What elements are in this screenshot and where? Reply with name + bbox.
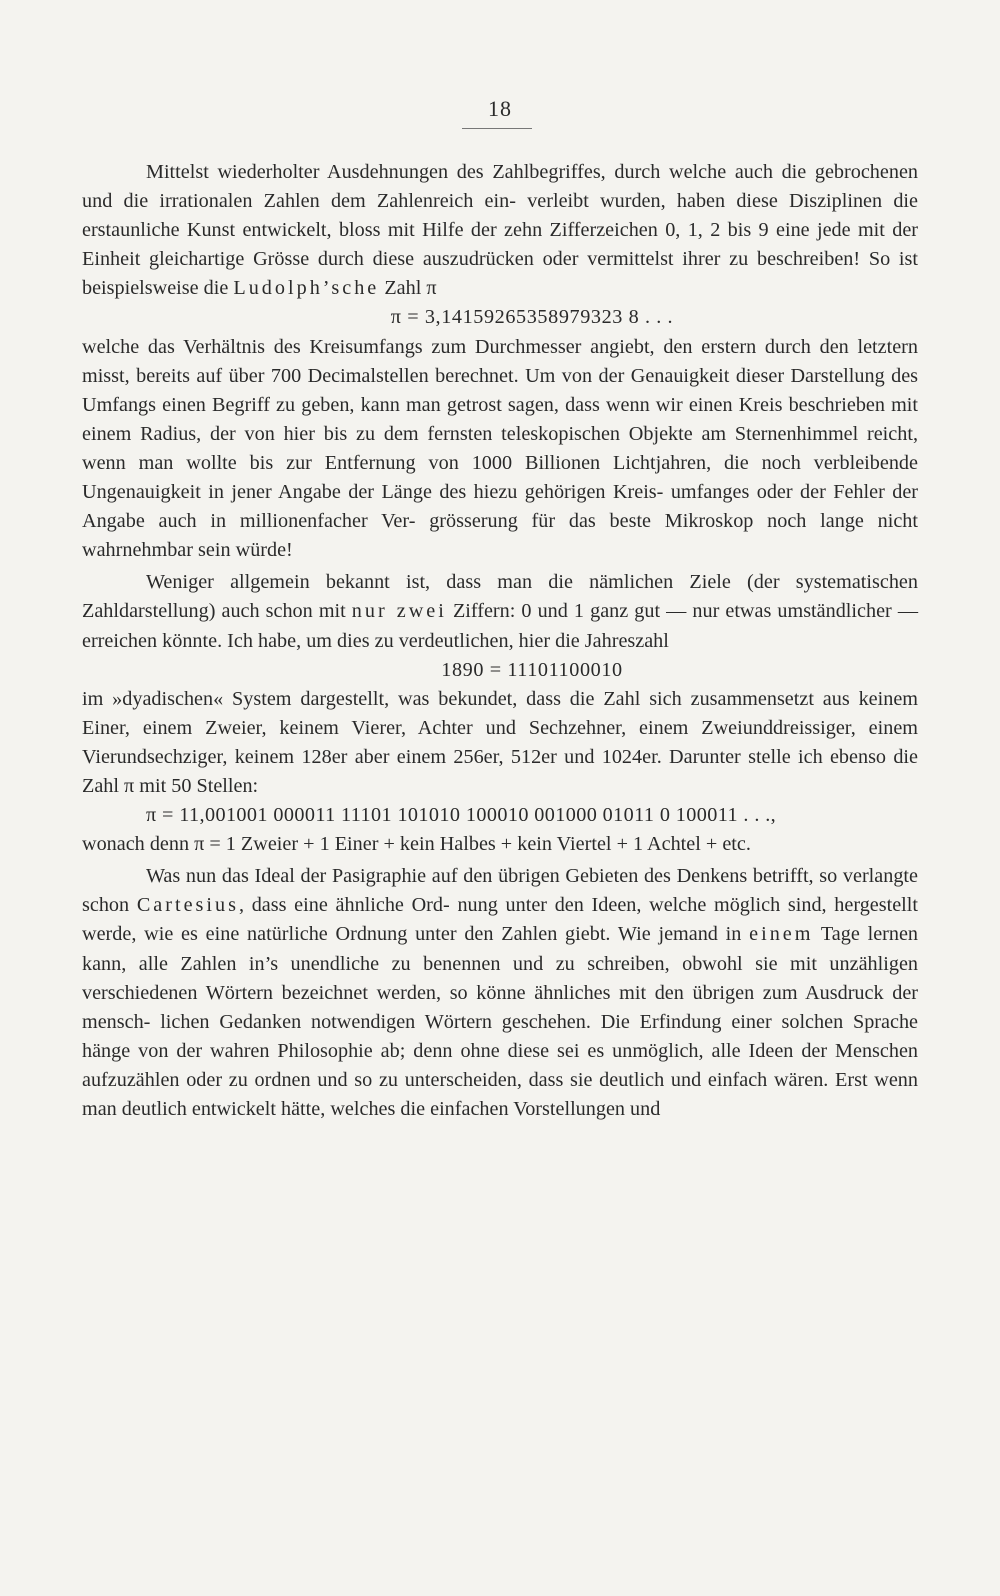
text-line: würde!: [235, 539, 293, 562]
text-line: solchen Sprache hänge von der wahren Philosophie ab; denn ohne diese: [82, 1010, 918, 1062]
text-line: Sechzehner, einem Zweiunddreissiger, einem Vierundsechziger, keinem 128er: [82, 716, 919, 768]
paragraph-2: [82, 333, 918, 566]
text-line: nung unter den Ideen, welche möglich sind, hergestellt werde, wie es: [82, 894, 919, 946]
text-line: zusammensetzt aus keinem Einer, einem Zweier, keinem Vierer, Achter und: [82, 687, 918, 739]
paragraph-1: [82, 158, 918, 303]
text-line: im »dyadischen« System dargestellt, was bekundet, dass die Zahl sich: [82, 687, 682, 710]
text-line: zu beschreiben! So ist beispielsweise die: [82, 248, 919, 300]
text-line: ganz gut — nur etwas umständlicher — erreichen könnte. Ich habe, um: [82, 600, 919, 652]
spaced-name-cartesius: Cartesius: [136, 894, 239, 917]
spaced-emphasis: einem: [749, 923, 814, 946]
text-line: eine natürliche Ordnung unter den Zahlen giebt. Wie jemand in: [205, 923, 750, 946]
text-line: berechnet. Um von der Genauigkeit dieser Darstellung des Umfangs: [82, 364, 919, 416]
text-line: werden, so könne ähnliches mit den übrigen zum Ausdruck der mensch-: [82, 981, 919, 1033]
formula-pi-decimal: π = 3,14159265358979323 8 . . .: [390, 306, 674, 329]
text-line: teleskopischen Objekte am Sternenhimmel reicht, wenn man wollte bis: [82, 422, 918, 474]
text-line: zur Entfernung von 1000 Billionen Lichtjahren, die noch verbleibende: [286, 451, 918, 474]
text-line: Einheit gleichartige Grösse durch diese auszudrücken oder vermittelst ihrer: [82, 248, 721, 271]
text-line: Was nun das Ideal der Pasigraphie auf den übrigen Gebieten des: [146, 865, 671, 888]
text-line: Ziffern: 0 und 1: [446, 600, 585, 623]
paragraph-5: [82, 830, 918, 859]
text-line: verleibt wurden, haben diese Disziplinen die erstaunliche Kunst entwickelt,: [82, 190, 918, 242]
text-line: schreiben, obwohl sie mit unzähligen verschiedenen Wörtern bezeichnet: [82, 952, 919, 1004]
text-line: grösserung für das beste Mikroskop noch lange nicht wahrnehmbar sein: [82, 510, 918, 562]
text-line: aber einem 256er, 512er und 1024er. Darunter stelle ich ebenso die: [354, 745, 918, 768]
text-line: Zahl π: [379, 277, 437, 300]
paragraph-6: [82, 862, 918, 1124]
page-number-rule: [462, 128, 532, 129]
text-line: sei es unmöglich, alle Ideen der Menschen aufzuzählen oder zu ordnen: [82, 1039, 918, 1091]
spaced-name-ludolph: Ludolph’sche: [233, 277, 380, 300]
text-line: auch die gebrochenen und die irrationalen Zahlen dem Zahlenreich ein-: [82, 161, 919, 213]
formula-1890-binary: 1890 = 11101100010: [441, 658, 623, 681]
text-line: Tage lernen kann, alle Zahlen in’s unendliche zu benennen und zu: [82, 923, 919, 975]
text-line: Ungenauigkeit in jener Angabe der Länge des hiezu gehörigen Kreis-: [82, 481, 664, 504]
text-line: lichen Gedanken notwendigen Wörtern geschehen. Die Erfindung einer: [160, 1010, 772, 1033]
text-line: einen Begriff zu geben, kann man getrost sagen, dass wenn wir einen: [162, 393, 733, 416]
text-line: umfanges oder der Fehler der Angabe auch in millionenfacher Ver-: [82, 481, 919, 533]
text-line: erstern durch den letztern misst, bereits auf über 700 Decimalstellen: [82, 335, 919, 387]
text-line: man deutlich entwickelt hätte, welches die einfachen Vorstellungen und: [82, 1098, 661, 1120]
paragraph-4: [82, 685, 918, 801]
text-line: welche das Verhältnis des Kreisumfangs zum Durchmesser angiebt, den: [82, 335, 693, 358]
text-line: bloss mit Hilfe der zehn Zifferzeichen 0, 1, 2 bis 9 eine jede mit der: [338, 219, 918, 242]
text-line: und so zu unterscheiden, dass sie deutlich und einfach wären. Erst wenn: [317, 1068, 918, 1091]
formula-pi-binary: π = 11,001001 000011 11101 101010 100010 001000 01011 0 100011 . . .,: [146, 804, 777, 827]
text-line: Weniger allgemein bekannt ist, dass man die nämlichen Ziele (der: [146, 571, 780, 594]
page-number: 18: [488, 96, 512, 121]
text-line: Denkens betrifft, so verlangte schon: [82, 865, 919, 917]
paragraph-3: [82, 568, 918, 655]
text-line: , dass eine ähnliche Ord-: [238, 894, 450, 917]
text-line: + 1 Achtel + etc.: [616, 833, 751, 856]
spaced-emphasis: nur zwei: [351, 600, 447, 623]
text-line: dies zu verdeutlichen, hier die Jahreszahl: [337, 629, 669, 652]
body-text: [82, 158, 918, 1124]
text-line: Zahl π mit 50 Stellen:: [82, 774, 259, 797]
text-line: Kreis beschrieben mit einem Radius, der von hier bis zu dem fernsten: [82, 393, 919, 445]
text-line: Mittelst wiederholter Ausdehnungen des Zahlbegriffes, durch welche: [146, 161, 727, 183]
text-line: wonach denn π = 1 Zweier + 1 Einer + kein Halbes + kein Viertel: [82, 833, 612, 856]
text-line: systematischen Zahldarstellung) auch schon mit: [82, 571, 918, 623]
